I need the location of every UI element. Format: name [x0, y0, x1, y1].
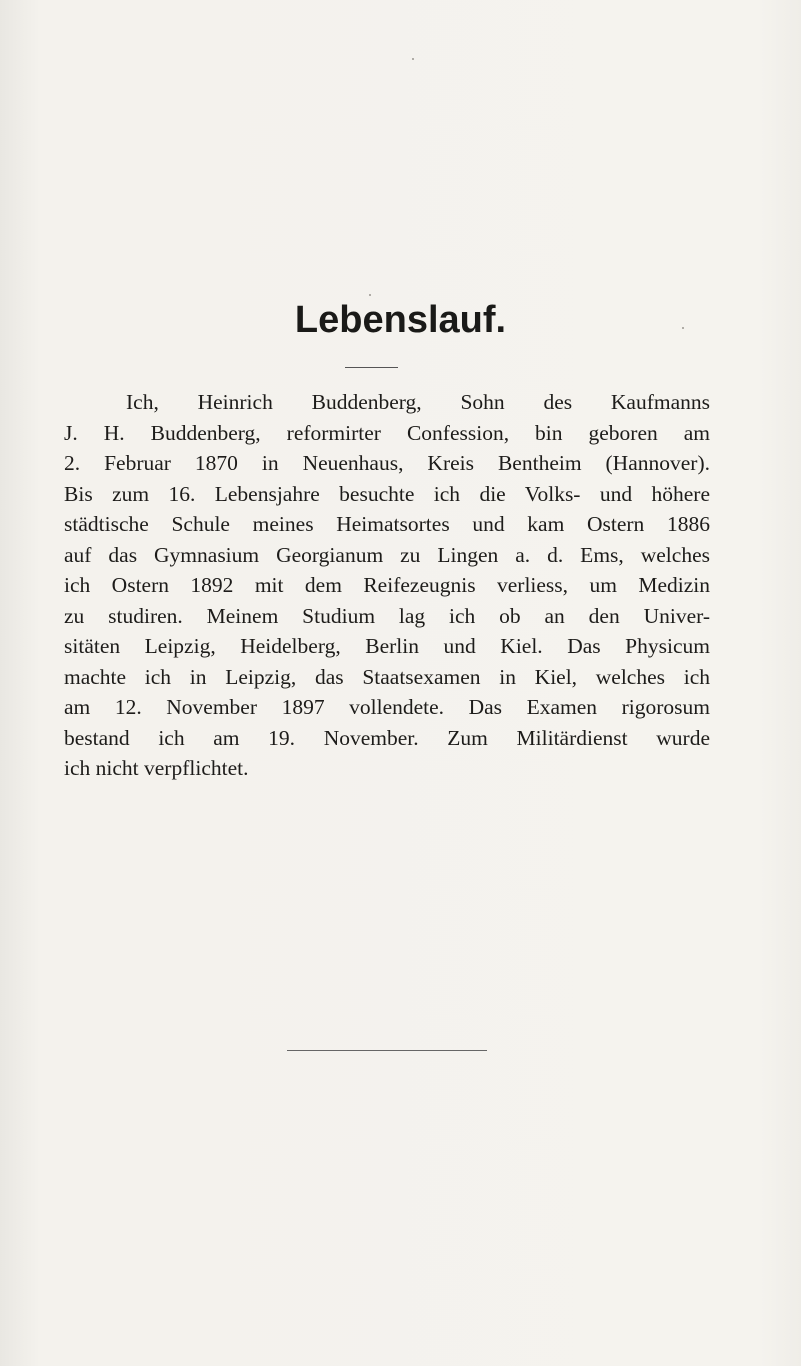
paper-speck [412, 58, 414, 60]
paragraph-line: bestand ich am 19. November. Zum Militärdienst wurde [64, 725, 710, 750]
document-title: Lebenslauf. [294, 299, 507, 341]
paragraph-line: städtische Schule meines Heimatsortes und kam Ostern 1886 [64, 512, 710, 536]
paper-speck [369, 294, 371, 296]
paragraph-line: am 12. November 1897 vollendete. Das Examen rigorosum [64, 695, 710, 719]
paragraph-line: ich nicht verpflichtet. [64, 756, 249, 780]
paragraph-line: J. H. Buddenberg, reformirter Confession, bin geboren am [64, 420, 710, 445]
paragraph-line: Bis zum 16. Lebensjahre besuchte ich die Volks- und höhere [64, 481, 710, 506]
paragraph-line: zu studiren. Meinem Studium lag ich ob an den Univer- [64, 603, 710, 628]
paper-speck [682, 327, 684, 329]
end-divider [287, 1050, 487, 1051]
paragraph-line: ich Ostern 1892 mit dem Reifezeugnis verliess, um Medizin [64, 573, 710, 597]
title-divider [345, 367, 398, 368]
body-paragraph [64, 387, 710, 784]
paragraph-line: 2. Februar 1870 in Neuenhaus, Kreis Bentheim (Hannover). [64, 451, 710, 475]
paragraph-line: auf das Gymnasium Georgianum zu Lingen a. d. Ems, welches [64, 542, 710, 567]
paragraph-line: machte ich in Leipzig, das Staatsexamen in Kiel, welches ich [64, 664, 710, 689]
paragraph-line: sitäten Leipzig, Heidelberg, Berlin und Kiel. Das Physicum [64, 634, 710, 658]
paragraph-line: Ich, Heinrich Buddenberg, Sohn des Kaufmanns [126, 390, 710, 414]
